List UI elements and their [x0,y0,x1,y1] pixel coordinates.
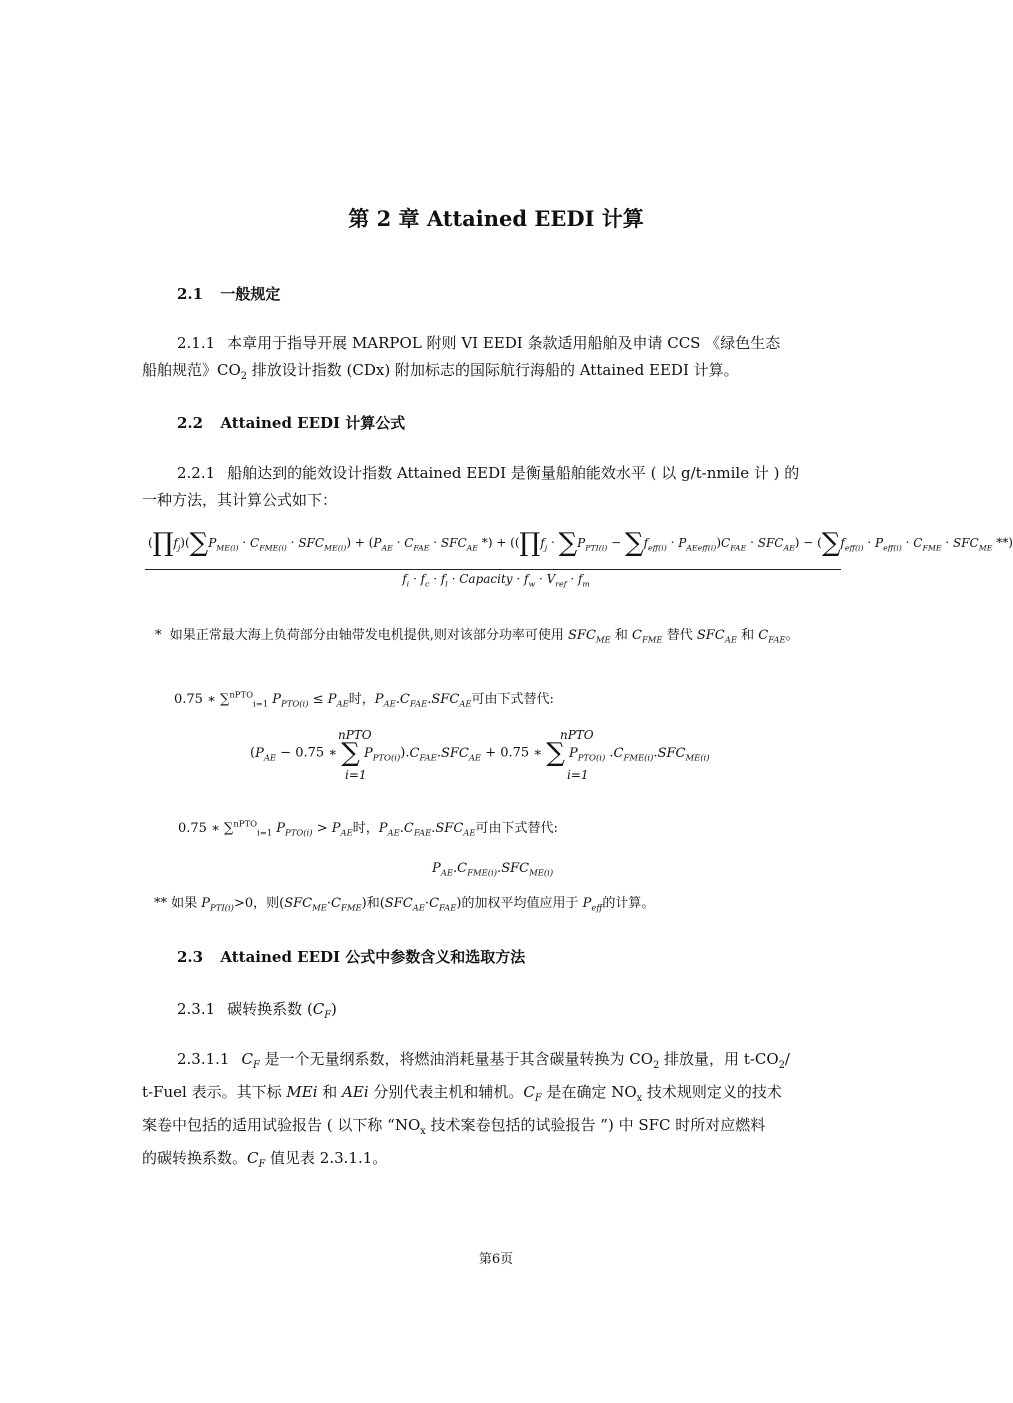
paragraph-line-2: 一种方法，其计算公式如下： [142,491,338,509]
paragraph-line-1: 船舶达到的能效设计指数 Attained EEDI 是衡量船舶能效水平 ( 以 g/t-nmile 计 ) 的 [227,464,800,482]
section-number: 2.1 [177,285,204,303]
section-title: Attained EEDI 计算公式 [220,414,406,432]
paragraph-number: 2.2.1 [177,464,216,482]
co2-subscript: 2 [240,371,247,382]
sum-upper-limit: nPTO [338,728,372,742]
footnote-1: * 如果正常最大海上负荷部分由轴带发电机提供,则对该部分功率可使用 $SFC_{ME}$ 和 $C_{FME}$ 替代 $SFC_{AE}$ 和 $C_{FAE}$。 [155,628,799,645]
paragraph-2-2-1 [142,460,850,514]
formula-2: $P_{AE}.C_{FME(i)}.SFC_{ME(i)}$ [432,861,554,878]
section-number: 2.2 [177,414,204,432]
footnote-2: ** 如果 $P_{PTI(i)}>0$，则$(SFC_{ME}\cdot C_{FME})$和$(SFC_{AE}\cdot C_{FAE})$的加权平均值应用于 $P_{eff}$的计算。 [154,896,655,913]
section-title: Attained EEDI 公式中参数含义和选取方法 [220,948,526,966]
section-2-2-heading [177,412,405,433]
page-number: 第6页 [478,1252,514,1267]
chapter-title: 第 2 章 Attained EEDI 计算 [348,206,644,231]
paragraph-number: 2.1.1 [177,334,216,352]
subsection-2-3-1: 2.3.1 碳转换系数 $(C_F)$ [177,1000,337,1021]
section-2-3-heading [177,946,525,967]
condition-2: 0.75 ∗ ∑$^{nPTO}_{i=1}$ $P_{PTO(i)} > P_{AE}$时，$P_{AE}.C_{FAE}.SFC_{AE}$可由下式替代: [178,818,558,838]
fraction-bar [145,569,841,570]
sum-lower-limit: i=1 [345,768,367,782]
section-title: 一般规定 [220,285,281,303]
subsection-title: 碳转换系数 ( [227,1000,313,1018]
section-2-1-heading [177,283,280,304]
sum-lower-limit: i=1 [567,768,589,782]
paragraph-line-1: 本章用于指导开展 MARPOL 附则 VI EEDI 条款适用船舶及申请 CCS 《绿色生态 [227,334,781,352]
paragraph-line-2b: 排放设计指数 (CDx) 附加标志的国际航行海船的 Attained EEDI 计算。 [247,361,739,379]
paragraph-line-2a: 船舶规范》CO [142,361,241,379]
formula-1: ($P_{AE} - 0.75$ ∗ ∑ $P_{PTO(i)}).C_{FAE}.SFC_{AE} + 0.75$ ∗ ∑ $P_{PTO(i)}$ $.C_{FME(i)}.SFC_{ME(i)}$ [250,738,710,768]
eedi-numerator: $(\prod f_j)(\sum P_{ME(i)} \cdot C_{FME(i)} \cdot SFC_{ME(i)}) + (P_{AE} \cdot C_{FAE} \cdot SFC_{AE}$ *) + $((\prod f_j \cdot \sum P_{PTI(i)} - \sum f_{eff(i)} \cdot P_{AEeff(i)})C_{FAE} \cdot SFC_{AE}) - (\sum f_{eff(i)} \cdot P_{eff(i)} \cdot C_{FME} \cdot SFC_{ME}$ **) [148,528,1013,558]
paragraph-2-3-1-1: 2.3.1.1 $C_F$ 是一个无量纲系数，将燃油消耗量基于其含碳量转换为 $CO_2$ 排放量，用 $t-CO_2/$ t-Fuel 表示。其下标 MEi 和 AEi 分别代表主机和辅机。$C_F$ 是在确定 $NO_x$ 技术规则定义的技术 案卷中包括的适用试验报告 ( 以下称 “$NO_x$ 技术案卷包括的试验报告 ”) 中 SFC 时所对应燃料 的碳转换系数。$C_F$ 值见表 2.3.1.1。 [142,1050,790,1170]
eedi-denominator: $f_i \cdot f_c \cdot f_l$ · Capacity · $f_w \cdot V_{ref} \cdot f_m$ [402,572,590,589]
subsection-number: 2.3.1 [177,1000,216,1018]
paragraph-2-1-1 [142,330,850,390]
condition-1: 0.75 ∗ ∑$^{nPTO}_{i=1}$ $P_{PTO(i)} \le P_{AE}$时，$P_{AE}.C_{FAE}.SFC_{AE}$可由下式替代: [174,689,554,709]
sum-upper-limit: nPTO [560,728,594,742]
section-number: 2.3 [177,948,204,966]
